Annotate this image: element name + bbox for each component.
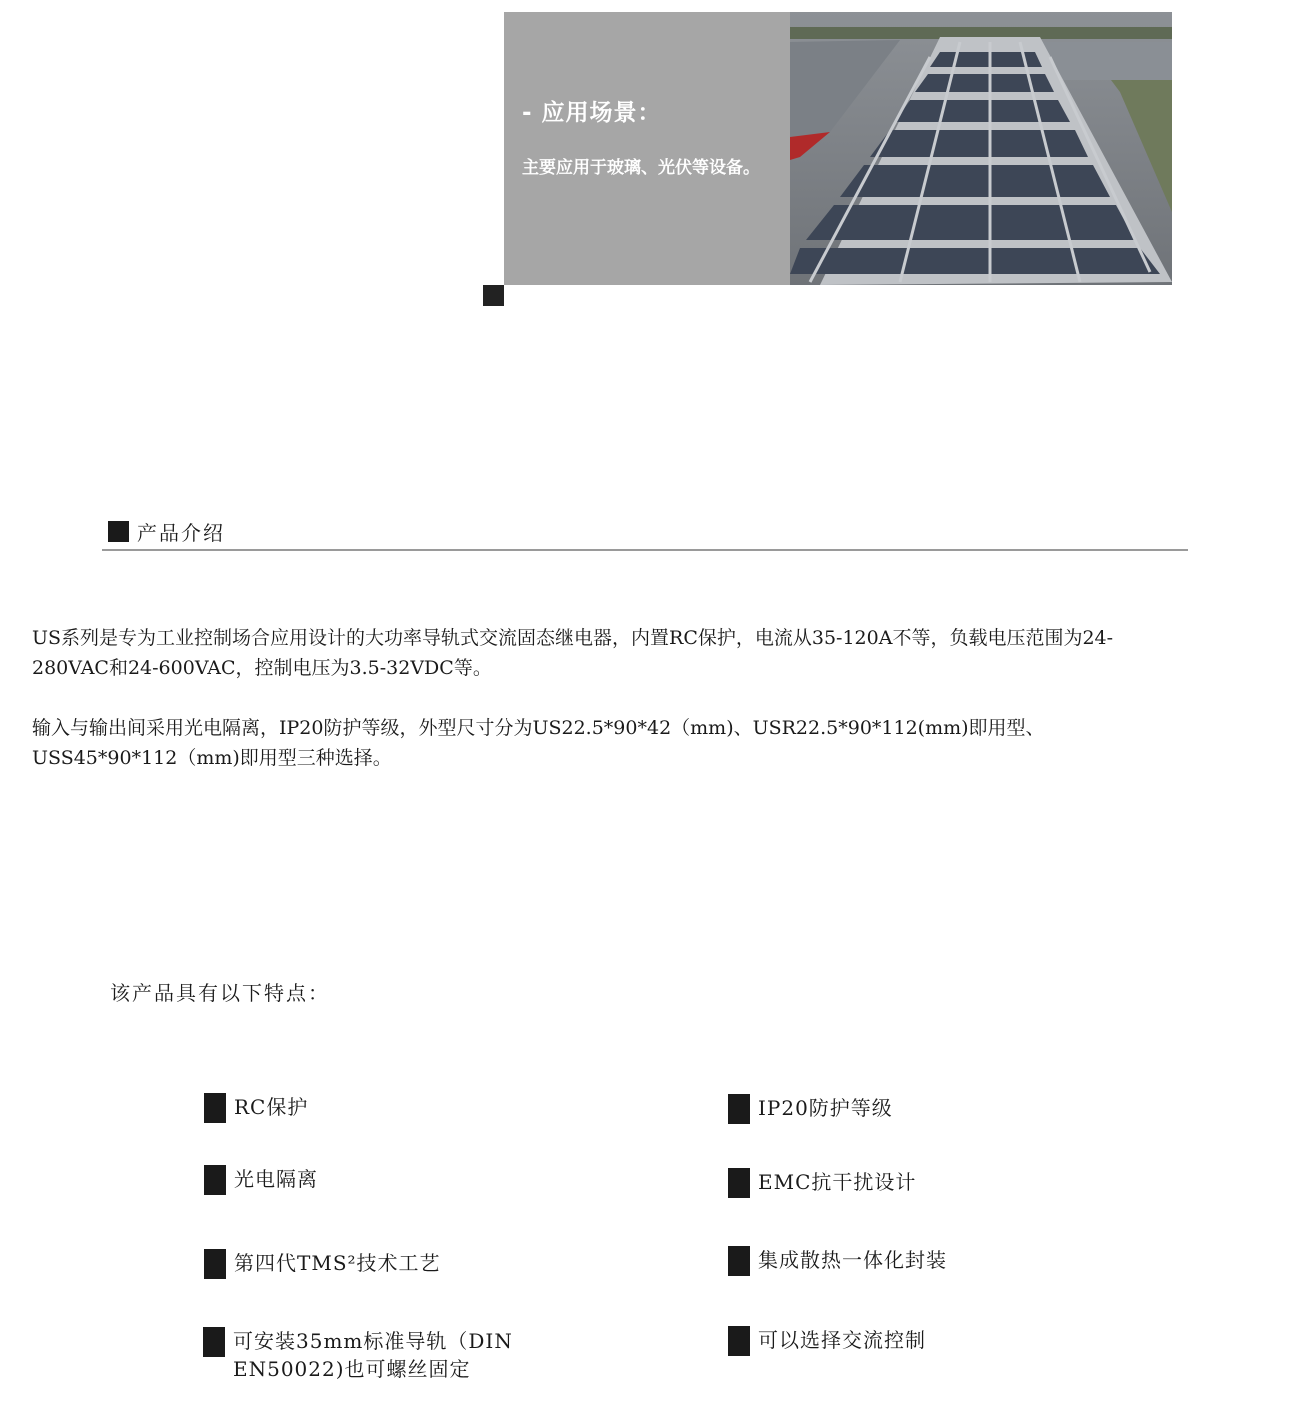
square-bullet-icon bbox=[204, 1249, 226, 1279]
feature-label: 集成散热一体化封装 bbox=[758, 1248, 947, 1272]
feature-item bbox=[728, 1246, 947, 1276]
feature-label: 第四代TMS²技术工艺 bbox=[234, 1251, 441, 1275]
feature-label: 可安装35mm标准导轨（DIN EN50022)也可螺丝固定 bbox=[233, 1329, 513, 1381]
feature-item bbox=[204, 1249, 441, 1279]
section-divider bbox=[102, 549, 1188, 551]
square-bullet-icon bbox=[204, 1093, 226, 1123]
feature-label: 可以选择交流控制 bbox=[758, 1328, 926, 1352]
banner-corner-square bbox=[483, 285, 504, 306]
feature-item bbox=[728, 1168, 916, 1198]
square-bullet-icon bbox=[728, 1168, 750, 1198]
feature-label: EMC抗干扰设计 bbox=[758, 1170, 917, 1194]
feature-label: RC保护 bbox=[234, 1095, 309, 1119]
section-title: 产品介绍 bbox=[137, 521, 225, 545]
feature-item bbox=[203, 1327, 553, 1383]
intro-paragraph-2: 输入与输出间采用光电隔离，IP20防护等级，外型尺寸分为US22.5*90*42（mm)、USR22.5*90*112(mm)即用型、USS45*90*112（mm)即用型三种选择。 bbox=[32, 717, 1045, 769]
feature-label: IP20防护等级 bbox=[758, 1096, 893, 1120]
intro-paragraph-1: US系列是专为工业控制场合应用设计的大功率导轨式交流固态继电器，内置RC保护，电流从35-120A不等，负载电压范围为24-280VAC和24-600VAC，控制电压为3.5-32VDC等。 bbox=[32, 627, 1114, 679]
square-bullet-icon bbox=[203, 1327, 225, 1357]
square-bullet-icon bbox=[728, 1326, 750, 1356]
application-banner bbox=[504, 12, 1172, 285]
section-header bbox=[108, 517, 225, 546]
banner-text bbox=[522, 94, 760, 178]
square-bullet-icon bbox=[204, 1165, 226, 1195]
feature-item bbox=[728, 1326, 926, 1356]
feature-item bbox=[728, 1094, 893, 1124]
solar-roof-photo bbox=[790, 12, 1172, 285]
features-intro: 该产品具有以下特点： bbox=[110, 981, 330, 1005]
square-bullet-icon bbox=[728, 1094, 750, 1124]
square-bullet-icon bbox=[728, 1246, 750, 1276]
banner-description: 主要应用于玻璃、光伏等设备。 bbox=[522, 158, 760, 178]
feature-label: 光电隔离 bbox=[234, 1167, 318, 1191]
square-bullet-icon bbox=[108, 521, 129, 542]
solar-roof-illustration bbox=[790, 12, 1172, 285]
feature-item bbox=[204, 1093, 308, 1123]
banner-title: - 应用场景： bbox=[522, 100, 662, 126]
feature-item bbox=[204, 1165, 318, 1195]
